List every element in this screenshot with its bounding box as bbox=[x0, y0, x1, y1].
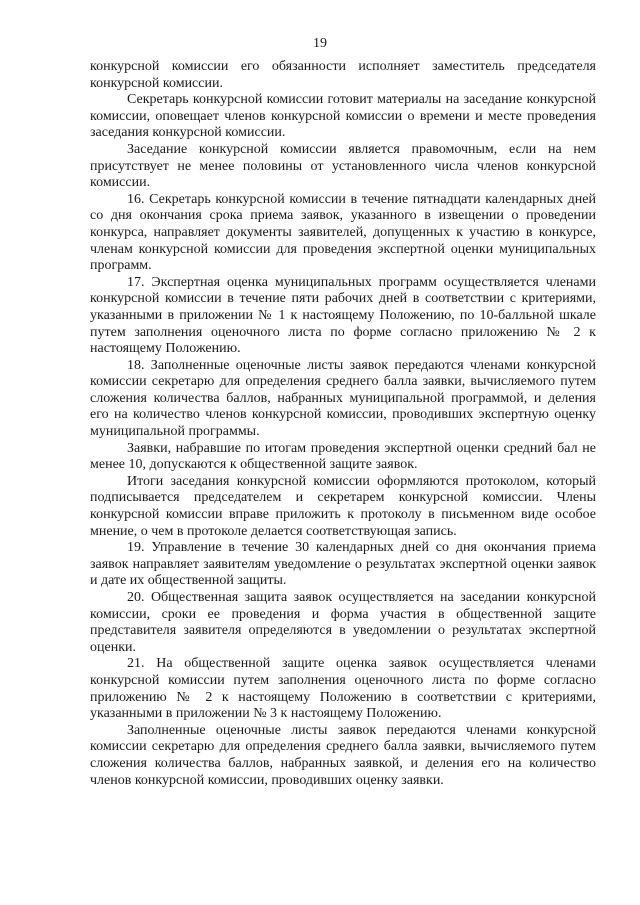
paragraph-clause-18: 18. Заполненные оценочные листы заявок передаются членами конкурсной комиссии секретарю для определения среднего балла заявки, вычисляемого путем сложения количества баллов, набранных муниципальной программой, и деления его на количество членов конкурсной комиссии, проводивших экспертную оценку муниципальной программы. bbox=[90, 357, 596, 440]
paragraph-clause-17: 17. Экспертная оценка муниципальных программ осуществляется членами конкурсной комиссии в течение пяти рабочих дней в соответствии с критериями, указанными в приложении № 1 к настоящему Положению, по 10-балльной шкале путем заполнения оценочного листа по форме согласно приложению № 2 к настоящему Положению. bbox=[90, 274, 596, 357]
paragraph-quorum: Заседание конкурсной комиссии является правомочным, если на нем присутствует не менее половины от установленного числа членов конкурсной комиссии. bbox=[90, 141, 596, 191]
paragraph-continuation: конкурсной комиссии его обязанности исполняет заместитель председателя конкурсной комиссии. bbox=[90, 59, 596, 91]
paragraph-clause-16: 16. Секретарь конкурсной комиссии в течение пятнадцати календарных дней со дня окончания срока приема заявок, указанного в извещении о проведении конкурса, направляет документы заявителей, допущенных к участию в конкурсе, членам конкурсной комиссии для проведения экспертной оценки муниципальных программ. bbox=[90, 191, 596, 274]
paragraph-clause-19: 19. Управление в течение 30 календарных дней со дня окончания приема заявок направляет заявителям уведомление о результатах экспертной оценки заявок и дате их общественной защиты. bbox=[90, 540, 596, 589]
paragraph-clause-21: 21. На общественной защите оценка заявок осуществляется членами конкурсной комиссии путем заполнения оценочного листа по форме согласно приложению № 2 к настоящему Положению в соответствии с критериями, указанными в приложении № 3 к настоящему Положению. bbox=[90, 656, 596, 722]
paragraph-meeting-results: Итоги заседания конкурсной комиссии оформляются протоколом, который подписывается председателем и секретарем конкурсной комиссии. Члены конкурсной комиссии вправе приложить к протоколу в письменном виде особое мнение, о чем в протоколе делается соответствующая запись. bbox=[90, 473, 596, 539]
page-number: 19 bbox=[313, 36, 327, 51]
paragraph-average-score: Заполненные оценочные листы заявок передаются членами конкурсной комиссии секретарю для определения среднего балла заявки, вычисляемого путем сложения количества баллов, набранных заявкой, и деления его на количество членов конкурсной комиссии, проводивших оценку заявки. bbox=[90, 722, 596, 788]
paragraph-secretary-duties: Секретарь конкурсной комиссии готовит материалы на заседание конкурсной комиссии, оповещает членов конкурсной комиссии о времени и месте проведения заседания конкурсной комиссии. bbox=[90, 92, 596, 141]
paragraph-admission-threshold: Заявки, набравшие по итогам проведения экспертной оценки средний бал не менее 10, допускаются к общественной защите заявок. bbox=[90, 440, 596, 473]
body-text bbox=[90, 59, 596, 789]
paragraph-clause-20: 20. Общественная защита заявок осуществляется на заседании конкурсной комиссии, сроки ее проведения и форма участия в общественной защите представителя заявителя определяются в уведомлении о результатах экспертной оценки. bbox=[90, 590, 596, 655]
